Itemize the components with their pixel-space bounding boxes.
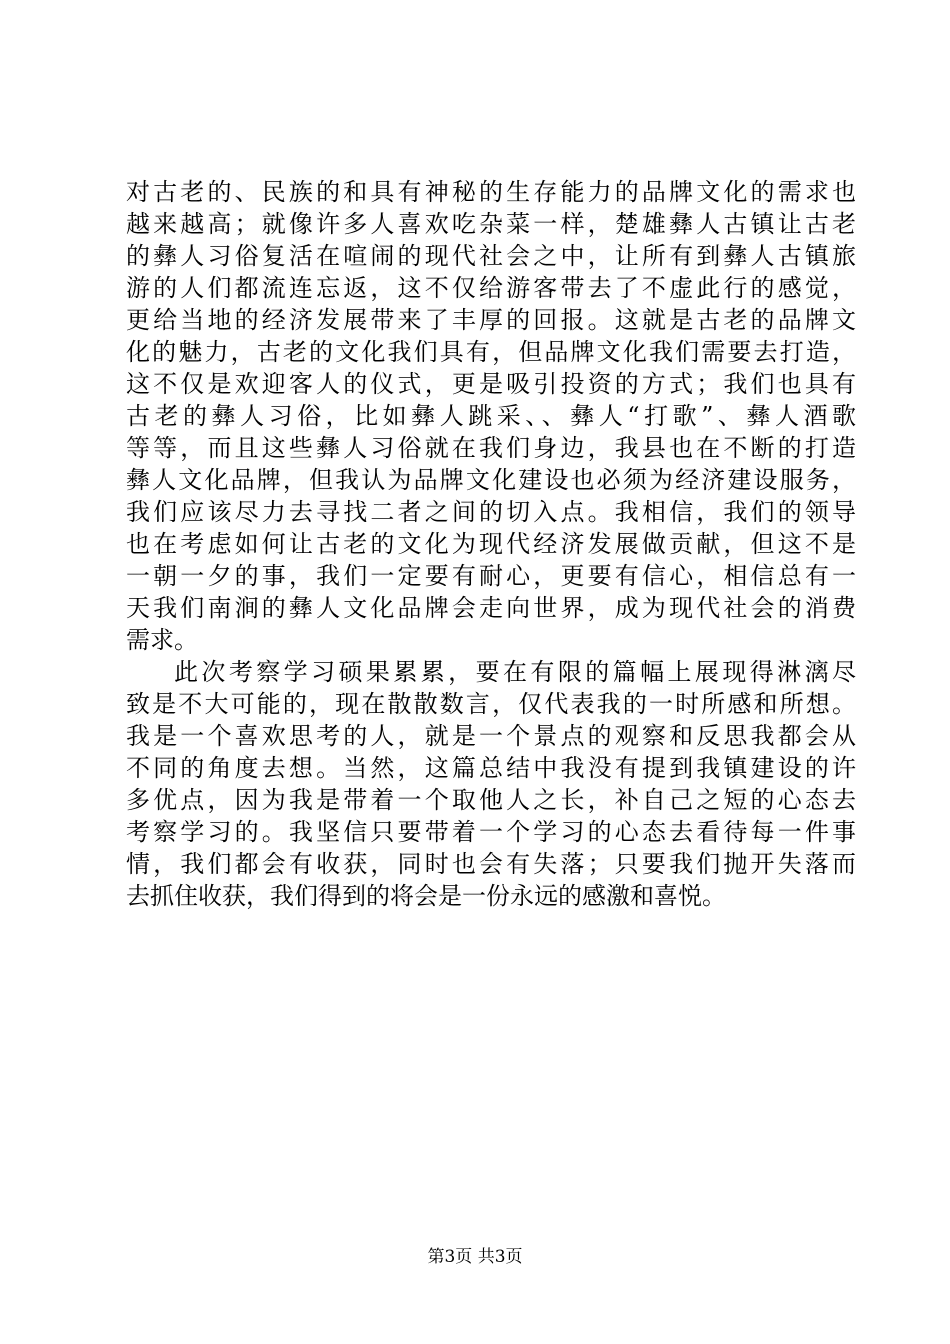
text-line: 这不仅是欢迎客人的仪式，更是吸引投资的方式；我们也具有 <box>126 370 856 398</box>
text-line: 也在考虑如何让古老的文化为现代经济发展做贡献，但这不是 <box>126 530 856 558</box>
text-line: 的彝人习俗复活在喧闹的现代社会之中，让所有到彝人古镇旅 <box>126 242 856 270</box>
text-line: 需求。 <box>126 626 198 654</box>
text-line: 化的魅力，古老的文化我们具有，但品牌文化我们需要去打造， <box>126 338 856 366</box>
text-line: 一朝一夕的事，我们一定要有耐心，更要有信心，相信总有一 <box>126 562 856 590</box>
text-line: 情，我们都会有收获，同时也会有失落；只要我们抛开失落而 <box>126 850 856 878</box>
document-body <box>126 176 856 912</box>
text-line: 古老的彝人习俗，比如彝人跳采、、彝人“打歌”、彝人酒歌 <box>126 402 856 430</box>
paragraph-2 <box>126 656 856 912</box>
text-line: 游的人们都流连忘返，这不仅给游客带去了不虚此行的感觉， <box>126 274 856 302</box>
text-line: 致是不大可能的，现在散散数言，仅代表我的一时所感和所想。 <box>126 690 856 718</box>
text-line: 不同的角度去想。当然，这篇总结中我没有提到我镇建设的许 <box>126 754 856 782</box>
text-line: 更给当地的经济发展带来了丰厚的回报。这就是古老的品牌文 <box>126 306 856 334</box>
text-line: 去抓住收获，我们得到的将会是一份永远的感激和喜悦。 <box>126 882 726 910</box>
page-number-footer: 第3页 共3页 <box>427 1247 523 1267</box>
text-line: 越来越高；就像许多人喜欢吃杂菜一样，楚雄彝人古镇让古老 <box>126 210 856 238</box>
text-line: 彝人文化品牌，但我认为品牌文化建设也必须为经济建设服务， <box>126 466 856 494</box>
text-line: 对古老的、民族的和具有神秘的生存能力的品牌文化的需求也 <box>126 178 856 206</box>
paragraph-1 <box>126 176 856 656</box>
text-line: 我们应该尽力去寻找二者之间的切入点。我相信，我们的领导 <box>126 498 856 526</box>
text-line: 天我们南涧的彝人文化品牌会走向世界，成为现代社会的消费 <box>126 594 856 622</box>
text-line: 等等，而且这些彝人习俗就在我们身边，我县也在不断的打造 <box>126 434 856 462</box>
text-line: 此次考察学习硕果累累，要在有限的篇幅上展现得淋漓尽 <box>174 658 856 686</box>
text-line: 考察学习的。我坚信只要带着一个学习的心态去看待每一件事 <box>126 818 856 846</box>
text-line: 多优点，因为我是带着一个取他人之长，补自己之短的心态去 <box>126 786 856 814</box>
text-line: 我是一个喜欢思考的人，就是一个景点的观察和反思我都会从 <box>126 722 856 750</box>
